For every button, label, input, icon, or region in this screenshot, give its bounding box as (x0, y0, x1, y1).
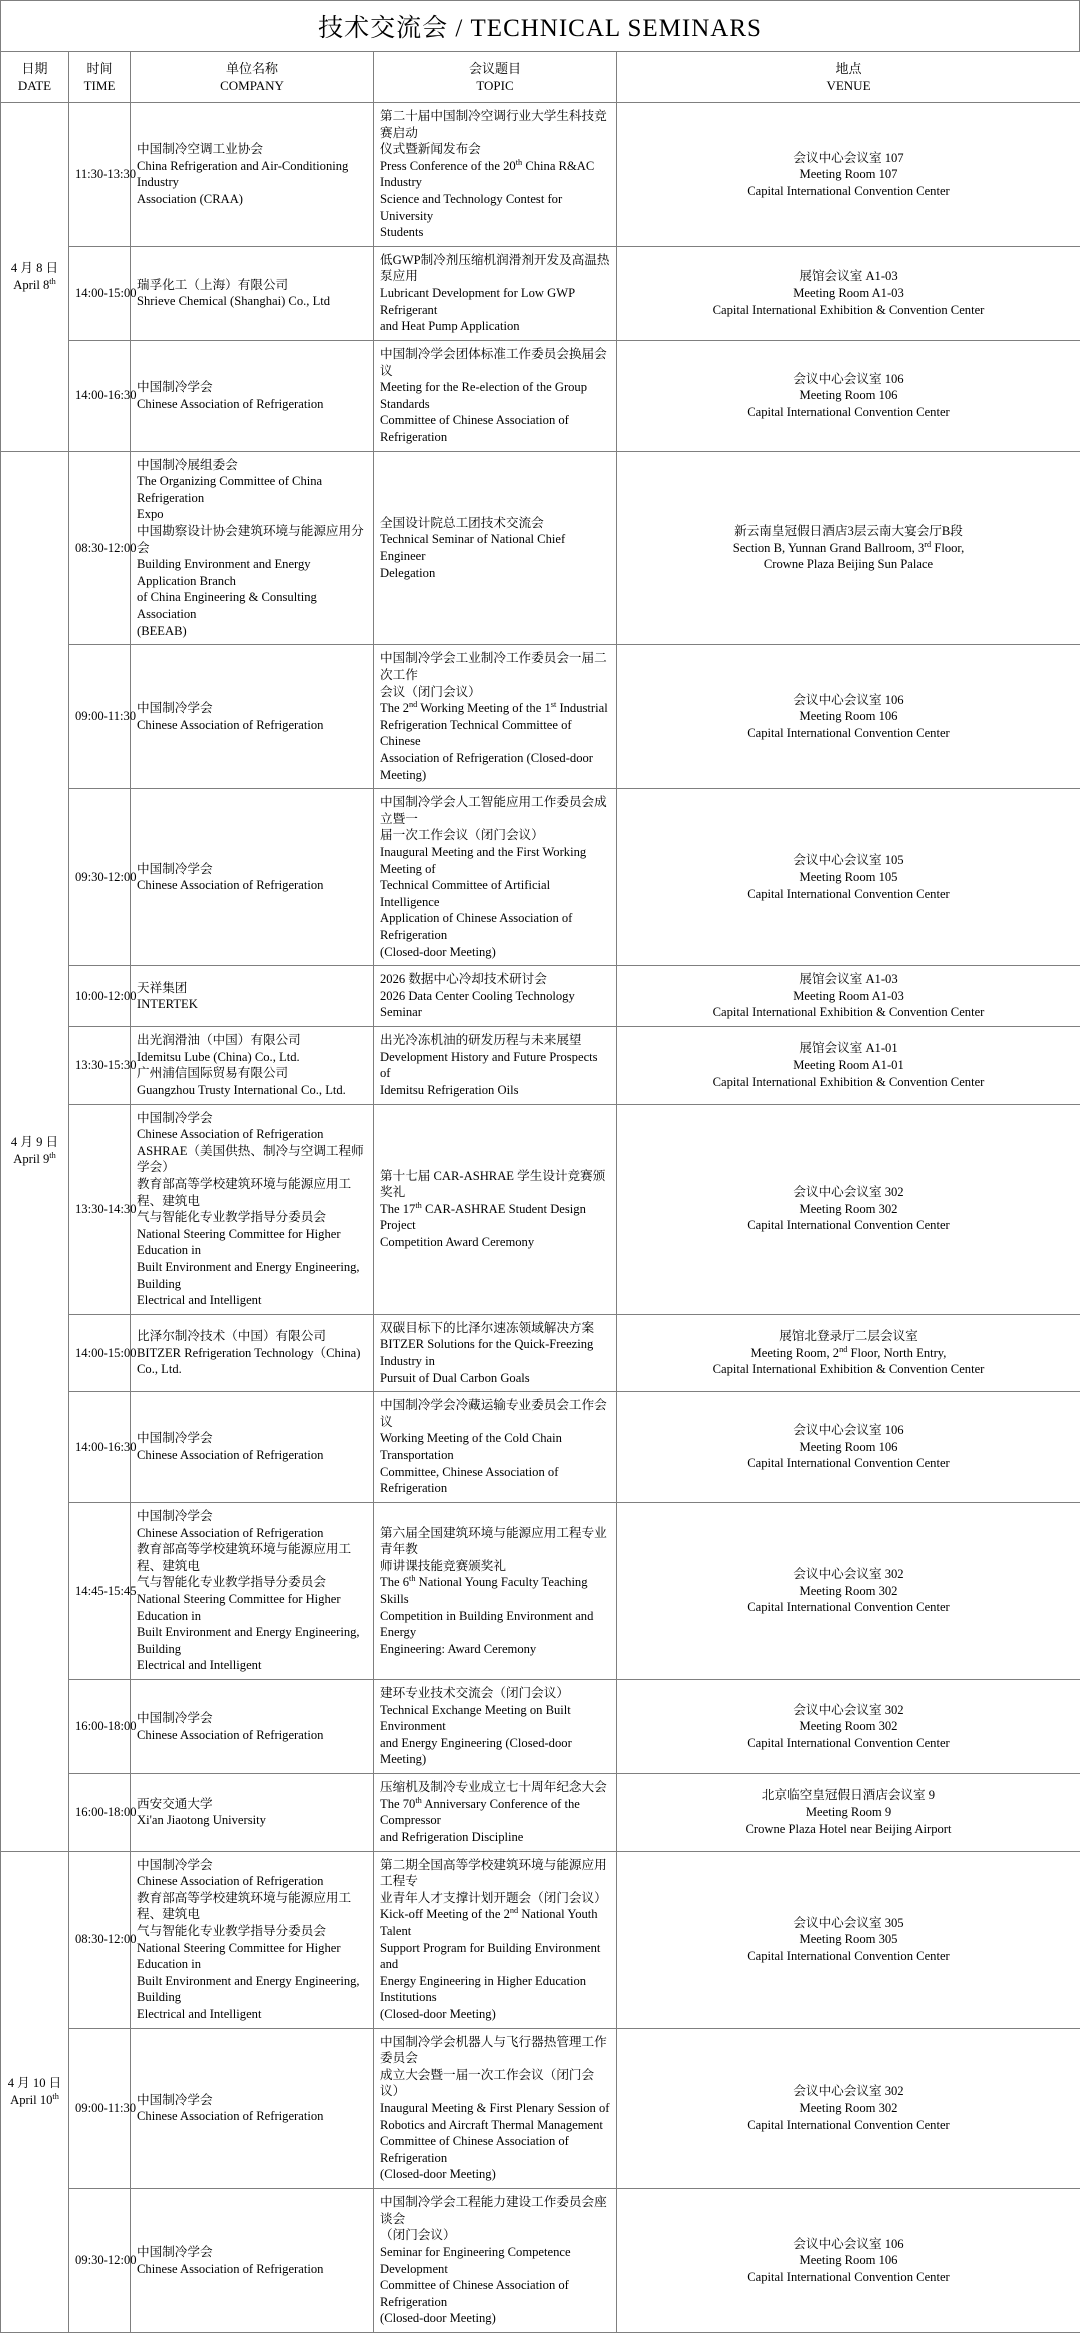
topic-line: and Refrigeration Discipline (380, 1829, 610, 1846)
topic-line: 压缩机及制冷专业成立七十周年纪念大会 (380, 1779, 610, 1796)
table-row (1, 645, 1080, 789)
topic-line: Association of Refrigeration (Closed-door Meeting) (380, 750, 610, 783)
venue-line: Section B, Yunnan Grand Ballroom, 3rd Floor, (623, 540, 1074, 557)
topic-line: 届一次工作会议（闭门会议） (380, 827, 610, 844)
company-line: Chinese Association of Refrigeration (137, 877, 367, 894)
venue-line: 展馆会议室 A1-03 (623, 971, 1074, 988)
topic-cell (374, 1027, 617, 1104)
topic-line: Idemitsu Refrigeration Oils (380, 1082, 610, 1099)
company-line: ASHRAE（美国供热、制冷与空调工程师学会） (137, 1143, 367, 1176)
column-header-en: VENUE (623, 77, 1074, 94)
company-line: Chinese Association of Refrigeration (137, 1873, 367, 1890)
topic-line: 出光冷冻机油的研发历程与未来展望 (380, 1032, 610, 1049)
topic-cell (374, 645, 617, 789)
table-row (1, 1392, 1080, 1503)
venue-line: Capital International Convention Center (623, 1599, 1074, 1616)
topic-line: 中国制冷学会团体标准工作委员会换届会议 (380, 346, 610, 379)
venue-line: Meeting Room A1-01 (623, 1057, 1074, 1074)
topic-line: 2026 数据中心冷却技术研讨会 (380, 971, 610, 988)
topic-line: The 2nd Working Meeting of the 1st Industrial (380, 700, 610, 717)
company-cell (131, 246, 374, 340)
topic-line: 师讲课技能竞赛颁奖礼 (380, 1558, 610, 1575)
venue-cell (617, 1680, 1080, 1774)
time-cell: 09:00-11:30 (69, 2028, 131, 2188)
table-row (1, 1774, 1080, 1851)
column-header-topic (374, 52, 617, 103)
table-row (1, 789, 1080, 966)
topic-cell (374, 1851, 617, 2028)
topic-line: (Closed-door Meeting) (380, 2006, 610, 2023)
topic-line: Energy Engineering in Higher Education Institutions (380, 1973, 610, 2006)
venue-line: Meeting Room 107 (623, 166, 1074, 183)
venue-line: 会议中心会议室 105 (623, 852, 1074, 869)
topic-line: Technical Seminar of National Chief Engineer (380, 531, 610, 564)
topic-cell (374, 103, 617, 247)
table-row (1, 966, 1080, 1027)
company-line: Expo (137, 506, 367, 523)
topic-line: Competition Award Ceremony (380, 1234, 610, 1251)
company-cell (131, 1502, 374, 1679)
venue-cell (617, 340, 1080, 451)
venue-line: Capital International Convention Center (623, 2269, 1074, 2286)
topic-line: 业青年人才支撑计划开题会（闭门会议） (380, 1890, 610, 1907)
venue-line: Meeting Room A1-03 (623, 285, 1074, 302)
column-header-cn: 会议题目 (380, 60, 610, 77)
column-header-cn: 日期 (7, 60, 62, 77)
company-cell (131, 966, 374, 1027)
company-line: 教育部高等学校建筑环境与能源应用工程、建筑电 (137, 1176, 367, 1209)
venue-cell (617, 451, 1080, 645)
topic-line: Seminar for Engineering Competence Development (380, 2244, 610, 2277)
company-cell (131, 1774, 374, 1851)
topic-line: 双碳目标下的比泽尔速冻领域解决方案 (380, 1320, 610, 1337)
company-cell (131, 2189, 374, 2333)
topic-line: 第六届全国建筑环境与能源应用工程专业青年教 (380, 1525, 610, 1558)
company-line: Guangzhou Trusty International Co., Ltd. (137, 1082, 367, 1099)
venue-line: 展馆北登录厅二层会议室 (623, 1328, 1074, 1345)
page-title-bar (0, 0, 1080, 51)
column-header-en: COMPANY (137, 77, 367, 94)
company-line: Chinese Association of Refrigeration (137, 396, 367, 413)
venue-line: Capital International Exhibition & Convention Center (623, 1004, 1074, 1021)
table-row (1, 1104, 1080, 1314)
venue-line: Meeting Room 106 (623, 387, 1074, 404)
time-cell: 08:30-12:00 (69, 1851, 131, 2028)
topic-line: Committee of Chinese Association of Refrigeration (380, 412, 610, 445)
venue-cell (617, 246, 1080, 340)
topic-line: Robotics and Aircraft Thermal Management (380, 2117, 610, 2134)
topic-line: Working Meeting of the Cold Chain Transportation (380, 1430, 610, 1463)
time-cell: 16:00-18:00 (69, 1774, 131, 1851)
company-line: INTERTEK (137, 996, 367, 1013)
venue-line: Capital International Convention Center (623, 1948, 1074, 1965)
venue-line: Meeting Room 302 (623, 1583, 1074, 1600)
venue-line: 新云南皇冠假日酒店3层云南大宴会厅B段 (623, 523, 1074, 540)
topic-line: Lubricant Development for Low GWP Refrigerant (380, 285, 610, 318)
time-cell: 10:00-12:00 (69, 966, 131, 1027)
topic-line: Press Conference of the 20th China R&AC Industry (380, 158, 610, 191)
topic-line: Support Program for Building Environment and (380, 1940, 610, 1973)
topic-cell (374, 1680, 617, 1774)
date-en: April 10th (7, 2092, 62, 2109)
page-title-en: TECHNICAL SEMINARS (471, 15, 762, 42)
topic-line: 中国制冷学会工程能力建设工作委员会座谈会 (380, 2194, 610, 2227)
column-header-venue (617, 52, 1080, 103)
topic-line: Committee of Chinese Association of Refrigeration (380, 2277, 610, 2310)
time-cell: 14:00-15:00 (69, 1314, 131, 1391)
venue-line: 会议中心会议室 106 (623, 1422, 1074, 1439)
venue-line: Meeting Room 302 (623, 2100, 1074, 2117)
company-line: 瑞孚化工（上海）有限公司 (137, 277, 367, 294)
topic-cell (374, 340, 617, 451)
table-row (1, 246, 1080, 340)
venue-cell (617, 1314, 1080, 1391)
table-row (1, 1502, 1080, 1679)
topic-line: Development History and Future Prospects of (380, 1049, 610, 1082)
topic-line: （闭门会议） (380, 2227, 610, 2244)
venue-line: Capital International Convention Center (623, 1455, 1074, 1472)
column-header-time (69, 52, 131, 103)
company-line: Electrical and Intelligent (137, 1292, 367, 1309)
time-cell: 14:00-16:30 (69, 1392, 131, 1503)
venue-line: Meeting Room 305 (623, 1931, 1074, 1948)
topic-cell (374, 1104, 617, 1314)
company-line: Association (CRAA) (137, 191, 367, 208)
topic-cell (374, 1502, 617, 1679)
company-line: Built Environment and Energy Engineering, Building (137, 1624, 367, 1657)
date-en: April 9th (7, 1151, 62, 1168)
topic-line: Delegation (380, 565, 610, 582)
venue-line: 会议中心会议室 302 (623, 2083, 1074, 2100)
date-en: April 8th (7, 277, 62, 294)
venue-cell (617, 1104, 1080, 1314)
company-cell (131, 1104, 374, 1314)
company-cell (131, 2028, 374, 2188)
topic-line: 中国制冷学会机器人与飞行器热管理工作委员会 (380, 2034, 610, 2067)
topic-line: Inaugural Meeting and the First Working Meeting of (380, 844, 610, 877)
company-line: 中国制冷学会 (137, 1508, 367, 1525)
company-cell (131, 103, 374, 247)
company-line: 中国制冷展组委会 (137, 457, 367, 474)
company-line: 天祥集团 (137, 980, 367, 997)
company-cell (131, 451, 374, 645)
topic-line: BITZER Solutions for the Quick-Freezing Industry in (380, 1336, 610, 1369)
topic-line: (Closed-door Meeting) (380, 2166, 610, 2183)
topic-line: Pursuit of Dual Carbon Goals (380, 1370, 610, 1387)
topic-line: 中国制冷学会冷藏运输专业委员会工作会议 (380, 1397, 610, 1430)
topic-cell (374, 246, 617, 340)
table-body (1, 103, 1080, 2333)
date-cn: 4 月 8 日 (7, 260, 62, 277)
topic-line: (Closed-door Meeting) (380, 944, 610, 961)
time-cell: 09:30-12:00 (69, 2189, 131, 2333)
topic-line: 第二十届中国制冷空调行业大学生科技竞赛启动 (380, 108, 610, 141)
date-cell (1, 103, 69, 452)
time-cell: 13:30-14:30 (69, 1104, 131, 1314)
table-row (1, 451, 1080, 645)
topic-cell (374, 1774, 617, 1851)
company-line: National Steering Committee for Higher Education in (137, 1591, 367, 1624)
venue-line: 会议中心会议室 106 (623, 2236, 1074, 2253)
company-line: 中国勘察设计协会建筑环境与能源应用分会 (137, 523, 367, 556)
table-row (1, 2028, 1080, 2188)
venue-line: Meeting Room, 2nd Floor, North Entry, (623, 1345, 1074, 1362)
column-header-en: TIME (75, 77, 124, 94)
topic-line: Technical Committee of Artificial Intelligence (380, 877, 610, 910)
venue-line: Meeting Room 9 (623, 1804, 1074, 1821)
time-cell: 11:30-13:30 (69, 103, 131, 247)
venue-line: Capital International Exhibition & Convention Center (623, 1074, 1074, 1091)
topic-line: Competition in Building Environment and Energy (380, 1608, 610, 1641)
company-line: Chinese Association of Refrigeration (137, 717, 367, 734)
page-title-separator: / (455, 15, 463, 42)
company-line: 中国制冷学会 (137, 1857, 367, 1874)
company-line: 中国制冷学会 (137, 2244, 367, 2261)
venue-line: 会议中心会议室 302 (623, 1566, 1074, 1583)
venue-line: 会议中心会议室 305 (623, 1915, 1074, 1932)
topic-line: 会议（闭门会议） (380, 684, 610, 701)
header-row (1, 52, 1080, 103)
column-header-cn: 地点 (623, 60, 1074, 77)
topic-line: Science and Technology Contest for University (380, 191, 610, 224)
company-line: National Steering Committee for Higher Education in (137, 1940, 367, 1973)
company-cell (131, 645, 374, 789)
date-cell (1, 451, 69, 1851)
venue-cell (617, 1774, 1080, 1851)
venue-line: Crowne Plaza Beijing Sun Palace (623, 556, 1074, 573)
company-line: Chinese Association of Refrigeration (137, 2261, 367, 2278)
page-title (318, 8, 762, 44)
venue-cell (617, 2028, 1080, 2188)
topic-line: 全国设计院总工团技术交流会 (380, 515, 610, 532)
company-line: Electrical and Intelligent (137, 1657, 367, 1674)
venue-line: Meeting Room 106 (623, 1439, 1074, 1456)
topic-line: Kick-off Meeting of the 2nd National Youth Talent (380, 1906, 610, 1939)
company-line: 中国制冷学会 (137, 700, 367, 717)
company-line: China Refrigeration and Air-Conditioning Industry (137, 158, 367, 191)
table-row (1, 1027, 1080, 1104)
topic-cell (374, 2028, 617, 2188)
company-line: Chinese Association of Refrigeration (137, 1727, 367, 1744)
date-cn: 4 月 9 日 (7, 1134, 62, 1151)
venue-line: Meeting Room 302 (623, 1201, 1074, 1218)
date-cn: 4 月 10 日 (7, 2075, 62, 2092)
time-cell: 13:30-15:30 (69, 1027, 131, 1104)
company-cell (131, 1392, 374, 1503)
topic-line: Inaugural Meeting & First Plenary Session of (380, 2100, 610, 2117)
company-line: 教育部高等学校建筑环境与能源应用工程、建筑电 (137, 1890, 367, 1923)
venue-line: 会议中心会议室 106 (623, 371, 1074, 388)
topic-line: Meeting for the Re-election of the Group Standards (380, 379, 610, 412)
company-line: Built Environment and Energy Engineering, Building (137, 1973, 367, 2006)
venue-line: 会议中心会议室 302 (623, 1702, 1074, 1719)
company-line: Chinese Association of Refrigeration (137, 1525, 367, 1542)
company-line: Chinese Association of Refrigeration (137, 1447, 367, 1464)
company-line: Built Environment and Energy Engineering, Building (137, 1259, 367, 1292)
column-header-cn: 时间 (75, 60, 124, 77)
topic-line: 建环专业技术交流会（闭门会议） (380, 1685, 610, 1702)
column-header-company (131, 52, 374, 103)
topic-line: 第二期全国高等学校建筑环境与能源应用工程专 (380, 1857, 610, 1890)
company-cell (131, 340, 374, 451)
company-line: (BEEAB) (137, 623, 367, 640)
company-line: Electrical and Intelligent (137, 2006, 367, 2023)
venue-line: 展馆会议室 A1-03 (623, 268, 1074, 285)
time-cell: 08:30-12:00 (69, 451, 131, 645)
company-line: BITZER Refrigeration Technology（China) Co., Ltd. (137, 1345, 367, 1378)
topic-line: The 17th CAR-ASHRAE Student Design Project (380, 1201, 610, 1234)
table-row (1, 1851, 1080, 2028)
venue-cell (617, 103, 1080, 247)
venue-line: 会议中心会议室 106 (623, 692, 1074, 709)
company-line: Chinese Association of Refrigeration (137, 1126, 367, 1143)
company-line: The Organizing Committee of China Refrigeration (137, 473, 367, 506)
venue-cell (617, 1851, 1080, 2028)
venue-line: 北京临空皇冠假日酒店会议室 9 (623, 1787, 1074, 1804)
time-cell: 16:00-18:00 (69, 1680, 131, 1774)
venue-line: Capital International Convention Center (623, 886, 1074, 903)
venue-line: 会议中心会议室 302 (623, 1184, 1074, 1201)
topic-cell (374, 1314, 617, 1391)
time-cell: 14:00-16:30 (69, 340, 131, 451)
column-header-en: DATE (7, 77, 62, 94)
venue-line: 展馆会议室 A1-01 (623, 1040, 1074, 1057)
venue-line: 会议中心会议室 107 (623, 150, 1074, 167)
company-line: Building Environment and Energy Application Branch (137, 556, 367, 589)
company-line: of China Engineering & Consulting Association (137, 589, 367, 622)
venue-cell (617, 1392, 1080, 1503)
company-line: 教育部高等学校建筑环境与能源应用工程、建筑电 (137, 1541, 367, 1574)
company-line: 中国制冷学会 (137, 1710, 367, 1727)
company-line: 气与智能化专业教学指导分委员会 (137, 1923, 367, 1940)
venue-line: Meeting Room A1-03 (623, 988, 1074, 1005)
venue-line: Capital International Convention Center (623, 2117, 1074, 2134)
venue-cell (617, 645, 1080, 789)
venue-line: Capital International Convention Center (623, 404, 1074, 421)
company-line: 中国制冷学会 (137, 1430, 367, 1447)
topic-line: The 6th National Young Faculty Teaching Skills (380, 1574, 610, 1607)
topic-line: 中国制冷学会人工智能应用工作委员会成立暨一 (380, 794, 610, 827)
company-cell (131, 1027, 374, 1104)
topic-line: Committee of Chinese Association of Refrigeration (380, 2133, 610, 2166)
company-line: National Steering Committee for Higher Education in (137, 1226, 367, 1259)
topic-line: 中国制冷学会工业制冷工作委员会一届二次工作 (380, 650, 610, 683)
table-row (1, 1314, 1080, 1391)
company-line: 气与智能化专业教学指导分委员会 (137, 1209, 367, 1226)
company-line: 西安交通大学 (137, 1796, 367, 1813)
seminar-schedule-table (0, 51, 1080, 2333)
topic-line: 成立大会暨一届一次工作会议（闭门会议） (380, 2067, 610, 2100)
topic-line: and Heat Pump Application (380, 318, 610, 335)
venue-cell (617, 1027, 1080, 1104)
page-title-cn: 技术交流会 (318, 15, 448, 42)
venue-cell (617, 2189, 1080, 2333)
venue-line: Meeting Room 302 (623, 1718, 1074, 1735)
company-line: 中国制冷空调工业协会 (137, 141, 367, 158)
venue-cell (617, 966, 1080, 1027)
topic-line: Technical Exchange Meeting on Built Environment (380, 1702, 610, 1735)
table-row (1, 1680, 1080, 1774)
venue-cell (617, 1502, 1080, 1679)
topic-line: Engineering: Award Ceremony (380, 1641, 610, 1658)
company-line: Idemitsu Lube (China) Co., Ltd. (137, 1049, 367, 1066)
topic-line: Application of Chinese Association of Refrigeration (380, 910, 610, 943)
company-line: 比泽尔制冷技术（中国）有限公司 (137, 1328, 367, 1345)
topic-cell (374, 789, 617, 966)
company-line: Xi'an Jiaotong University (137, 1812, 367, 1829)
company-line: 中国制冷学会 (137, 379, 367, 396)
topic-line: Students (380, 224, 610, 241)
topic-cell (374, 966, 617, 1027)
venue-line: Capital International Convention Center (623, 1217, 1074, 1234)
topic-line: Refrigeration Technical Committee of Chinese (380, 717, 610, 750)
company-cell (131, 1314, 374, 1391)
time-cell: 09:30-12:00 (69, 789, 131, 966)
topic-cell (374, 1392, 617, 1503)
topic-line: (Closed-door Meeting) (380, 2310, 610, 2327)
table-row (1, 340, 1080, 451)
topic-line: 仪式暨新闻发布会 (380, 141, 610, 158)
time-cell: 14:00-15:00 (69, 246, 131, 340)
topic-cell (374, 2189, 617, 2333)
topic-line: Committee, Chinese Association of Refrigeration (380, 1464, 610, 1497)
company-line: Chinese Association of Refrigeration (137, 2108, 367, 2125)
table-row (1, 2189, 1080, 2333)
venue-line: Capital International Convention Center (623, 1735, 1074, 1752)
column-header-cn: 单位名称 (137, 60, 367, 77)
company-line: 出光润滑油（中国）有限公司 (137, 1032, 367, 1049)
company-line: 气与智能化专业教学指导分委员会 (137, 1574, 367, 1591)
date-cell (1, 1851, 69, 2332)
venue-line: Capital International Convention Center (623, 725, 1074, 742)
venue-line: Meeting Room 106 (623, 2252, 1074, 2269)
venue-cell (617, 789, 1080, 966)
venue-line: Capital International Exhibition & Convention Center (623, 302, 1074, 319)
company-cell (131, 1680, 374, 1774)
company-line: 中国制冷学会 (137, 1110, 367, 1127)
topic-line: 第十七届 CAR-ASHRAE 学生设计竞赛颁奖礼 (380, 1168, 610, 1201)
company-line: 中国制冷学会 (137, 2092, 367, 2109)
time-cell: 14:45-15:45 (69, 1502, 131, 1679)
table-row (1, 103, 1080, 247)
company-cell (131, 1851, 374, 2028)
venue-line: Crowne Plaza Hotel near Beijing Airport (623, 1821, 1074, 1838)
topic-cell (374, 451, 617, 645)
venue-line: Capital International Exhibition & Convention Center (623, 1361, 1074, 1378)
venue-line: Meeting Room 105 (623, 869, 1074, 886)
venue-line: Capital International Convention Center (623, 183, 1074, 200)
topic-line: and Energy Engineering (Closed-door Meeting) (380, 1735, 610, 1768)
company-line: Shrieve Chemical (Shanghai) Co., Ltd (137, 293, 367, 310)
column-header-date (1, 52, 69, 103)
venue-line: Meeting Room 106 (623, 708, 1074, 725)
topic-line: The 70th Anniversary Conference of the Compressor (380, 1796, 610, 1829)
column-header-en: TOPIC (380, 77, 610, 94)
company-line: 中国制冷学会 (137, 861, 367, 878)
company-line: 广州浦信国际贸易有限公司 (137, 1065, 367, 1082)
topic-line: 2026 Data Center Cooling Technology Seminar (380, 988, 610, 1021)
table-header (1, 52, 1080, 103)
topic-line: 低GWP制冷剂压缩机润滑剂开发及高温热泵应用 (380, 252, 610, 285)
time-cell: 09:00-11:30 (69, 645, 131, 789)
company-cell (131, 789, 374, 966)
